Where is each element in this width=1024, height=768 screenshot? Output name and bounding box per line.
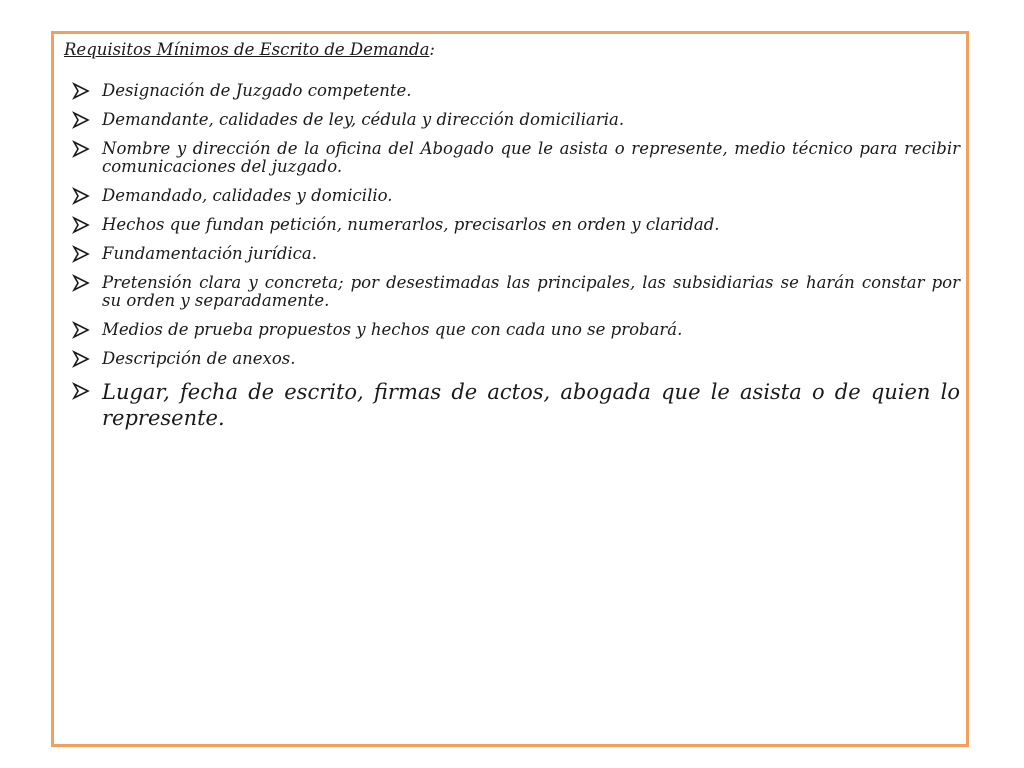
arrowhead-bullet-icon: [72, 274, 90, 292]
list-item: [64, 379, 960, 431]
arrowhead-bullet-icon: [72, 111, 90, 129]
document-frame: [51, 31, 969, 747]
list-item-text: Lugar, fecha de escrito, firmas de actos, abogada que le asista o de quien lo represente.: [102, 380, 960, 430]
list-item-text: Demandante, calidades de ley, cédula y dirección domiciliaria.: [102, 110, 625, 129]
list-item: [64, 350, 960, 368]
arrowhead-bullet-icon: [72, 321, 90, 339]
list-item: [64, 321, 960, 339]
heading-title: Requisitos Mínimos de Escrito de Demanda: [64, 40, 430, 59]
list-item-text: Descripción de anexos.: [102, 349, 296, 368]
list-item: [64, 216, 960, 234]
list-item-text: Hechos que fundan petición, numerarlos, precisarlos en orden y claridad.: [102, 215, 720, 234]
list-item-text: Fundamentación jurídica.: [102, 244, 317, 263]
arrowhead-bullet-icon: [72, 350, 90, 368]
heading-suffix: :: [429, 40, 435, 59]
arrowhead-bullet-icon: [72, 82, 90, 100]
arrowhead-bullet-icon: [72, 187, 90, 205]
list-item: [64, 111, 960, 129]
list-item-text: Nombre y dirección de la oficina del Abogado que le asista o represente, medio técnico para recibir comunicaciones del juzgado.: [102, 139, 960, 176]
arrowhead-bullet-icon: [72, 382, 90, 400]
list-item: [64, 274, 960, 310]
list-item: [64, 82, 960, 100]
list-item: [64, 140, 960, 176]
arrowhead-bullet-icon: [72, 245, 90, 263]
requirements-list: [64, 82, 960, 431]
list-item: [64, 187, 960, 205]
document-heading: [64, 40, 960, 60]
list-item-text: Medios de prueba propuestos y hechos que con cada uno se probará.: [102, 320, 683, 339]
list-item: [64, 245, 960, 263]
list-item-text: Demandado, calidades y domicilio.: [102, 186, 393, 205]
list-item-text: Designación de Juzgado competente.: [102, 81, 412, 100]
document-content: [64, 40, 960, 442]
arrowhead-bullet-icon: [72, 216, 90, 234]
list-item-text: Pretensión clara y concreta; por desestimadas las principales, las subsidiarias se harán constar por su orden y separadamente.: [102, 273, 960, 310]
arrowhead-bullet-icon: [72, 140, 90, 158]
